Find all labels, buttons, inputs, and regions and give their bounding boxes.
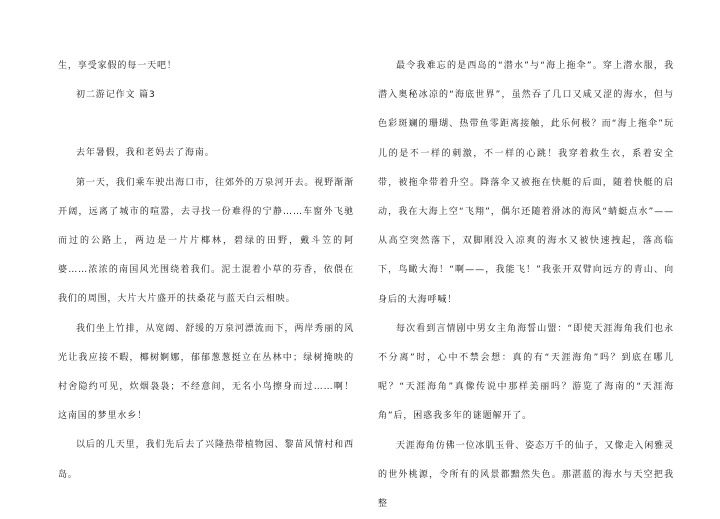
- lead-line: 生，享受家假的每一天吧！: [58, 61, 177, 71]
- paragraph: 我们坐上竹排，从宽阔、舒缓的万泉河漂流而下，两岸秀丽的风光让我应接不暇，椰树婀娜，郁郁葱葱挺立在丛林中；绿树掩映的村舍隐约可见，炊烟袅袅；不经意间，无名小鸟擦身而过……啊！这南国的梦里水乡！: [58, 323, 354, 422]
- paragraph: 每次看到言情剧中男女主角海誓山盟：“即使天涯海角我们也永不分离”时，心中不禁会想：真的有“天涯海角”吗？到底在哪儿呢？“天涯海角”真像传说中那样美丽吗？游览了海南的“天涯海角”后，困惑我多年的谜题解开了。: [378, 323, 674, 422]
- paragraph: 第一天，我们乘车驶出海口市，往郊外的万泉河开去。视野渐渐开阔，远离了城市的喧嚣，去寻找一份难得的宁静……车窗外飞驰而过的公路上，两边是一片片椰林，碧绿的田野，戴斗笠的阿婆……浓浓的南国风光围绕着我们。泥土混着小草的芬香，依偎在我们的周围，大片大片盛开的扶桑花与蓝天白云相映。: [58, 177, 354, 305]
- paragraph: 天涯海角仿佛一位冰肌玉骨、姿态万千的仙子，又像走入闲雅灵的世外桃源，令所有的风景都黯然失色。那湛蓝的海水与天空把我整: [378, 440, 674, 510]
- essay-title: 初二游记作文 篇3: [76, 90, 156, 101]
- paragraph: 最令我难忘的是西岛的“潜水”与“海上拖伞”。穿上潜水服，我潜入奥秘冰凉的“海底世界”，虽然吞了几口又咸又涩的海水，但与色彩斑斓的珊瑚、热带鱼零距离接触，此乐何极？而“海上拖伞”玩儿的是不一样的刺激，不一样的心跳！我穿着救生衣，系着安全带，被拖伞带着升空。降落伞又被拖在快艇的后面，随着快艇的启动，我在大海上空“飞翔”，偶尔还随着滑冰的海风“蜻蜓点水”——从高空突然落下，双脚刚没入凉爽的海水又被快速拽起，落高临下，鸟瞰大海！“啊——，我能飞！”我张开双臂向远方的青山、向身后的大海呼喊！: [378, 61, 674, 305]
- paragraph: 去年暑假，我和老妈去了海南。: [76, 148, 215, 159]
- paragraph: 以后的几天里，我们先后去了兴隆热带植物园、黎苗风情村和西岛。: [58, 440, 354, 480]
- left-column: [58, 52, 354, 490]
- spacer: [58, 110, 354, 139]
- right-column: [378, 52, 674, 519]
